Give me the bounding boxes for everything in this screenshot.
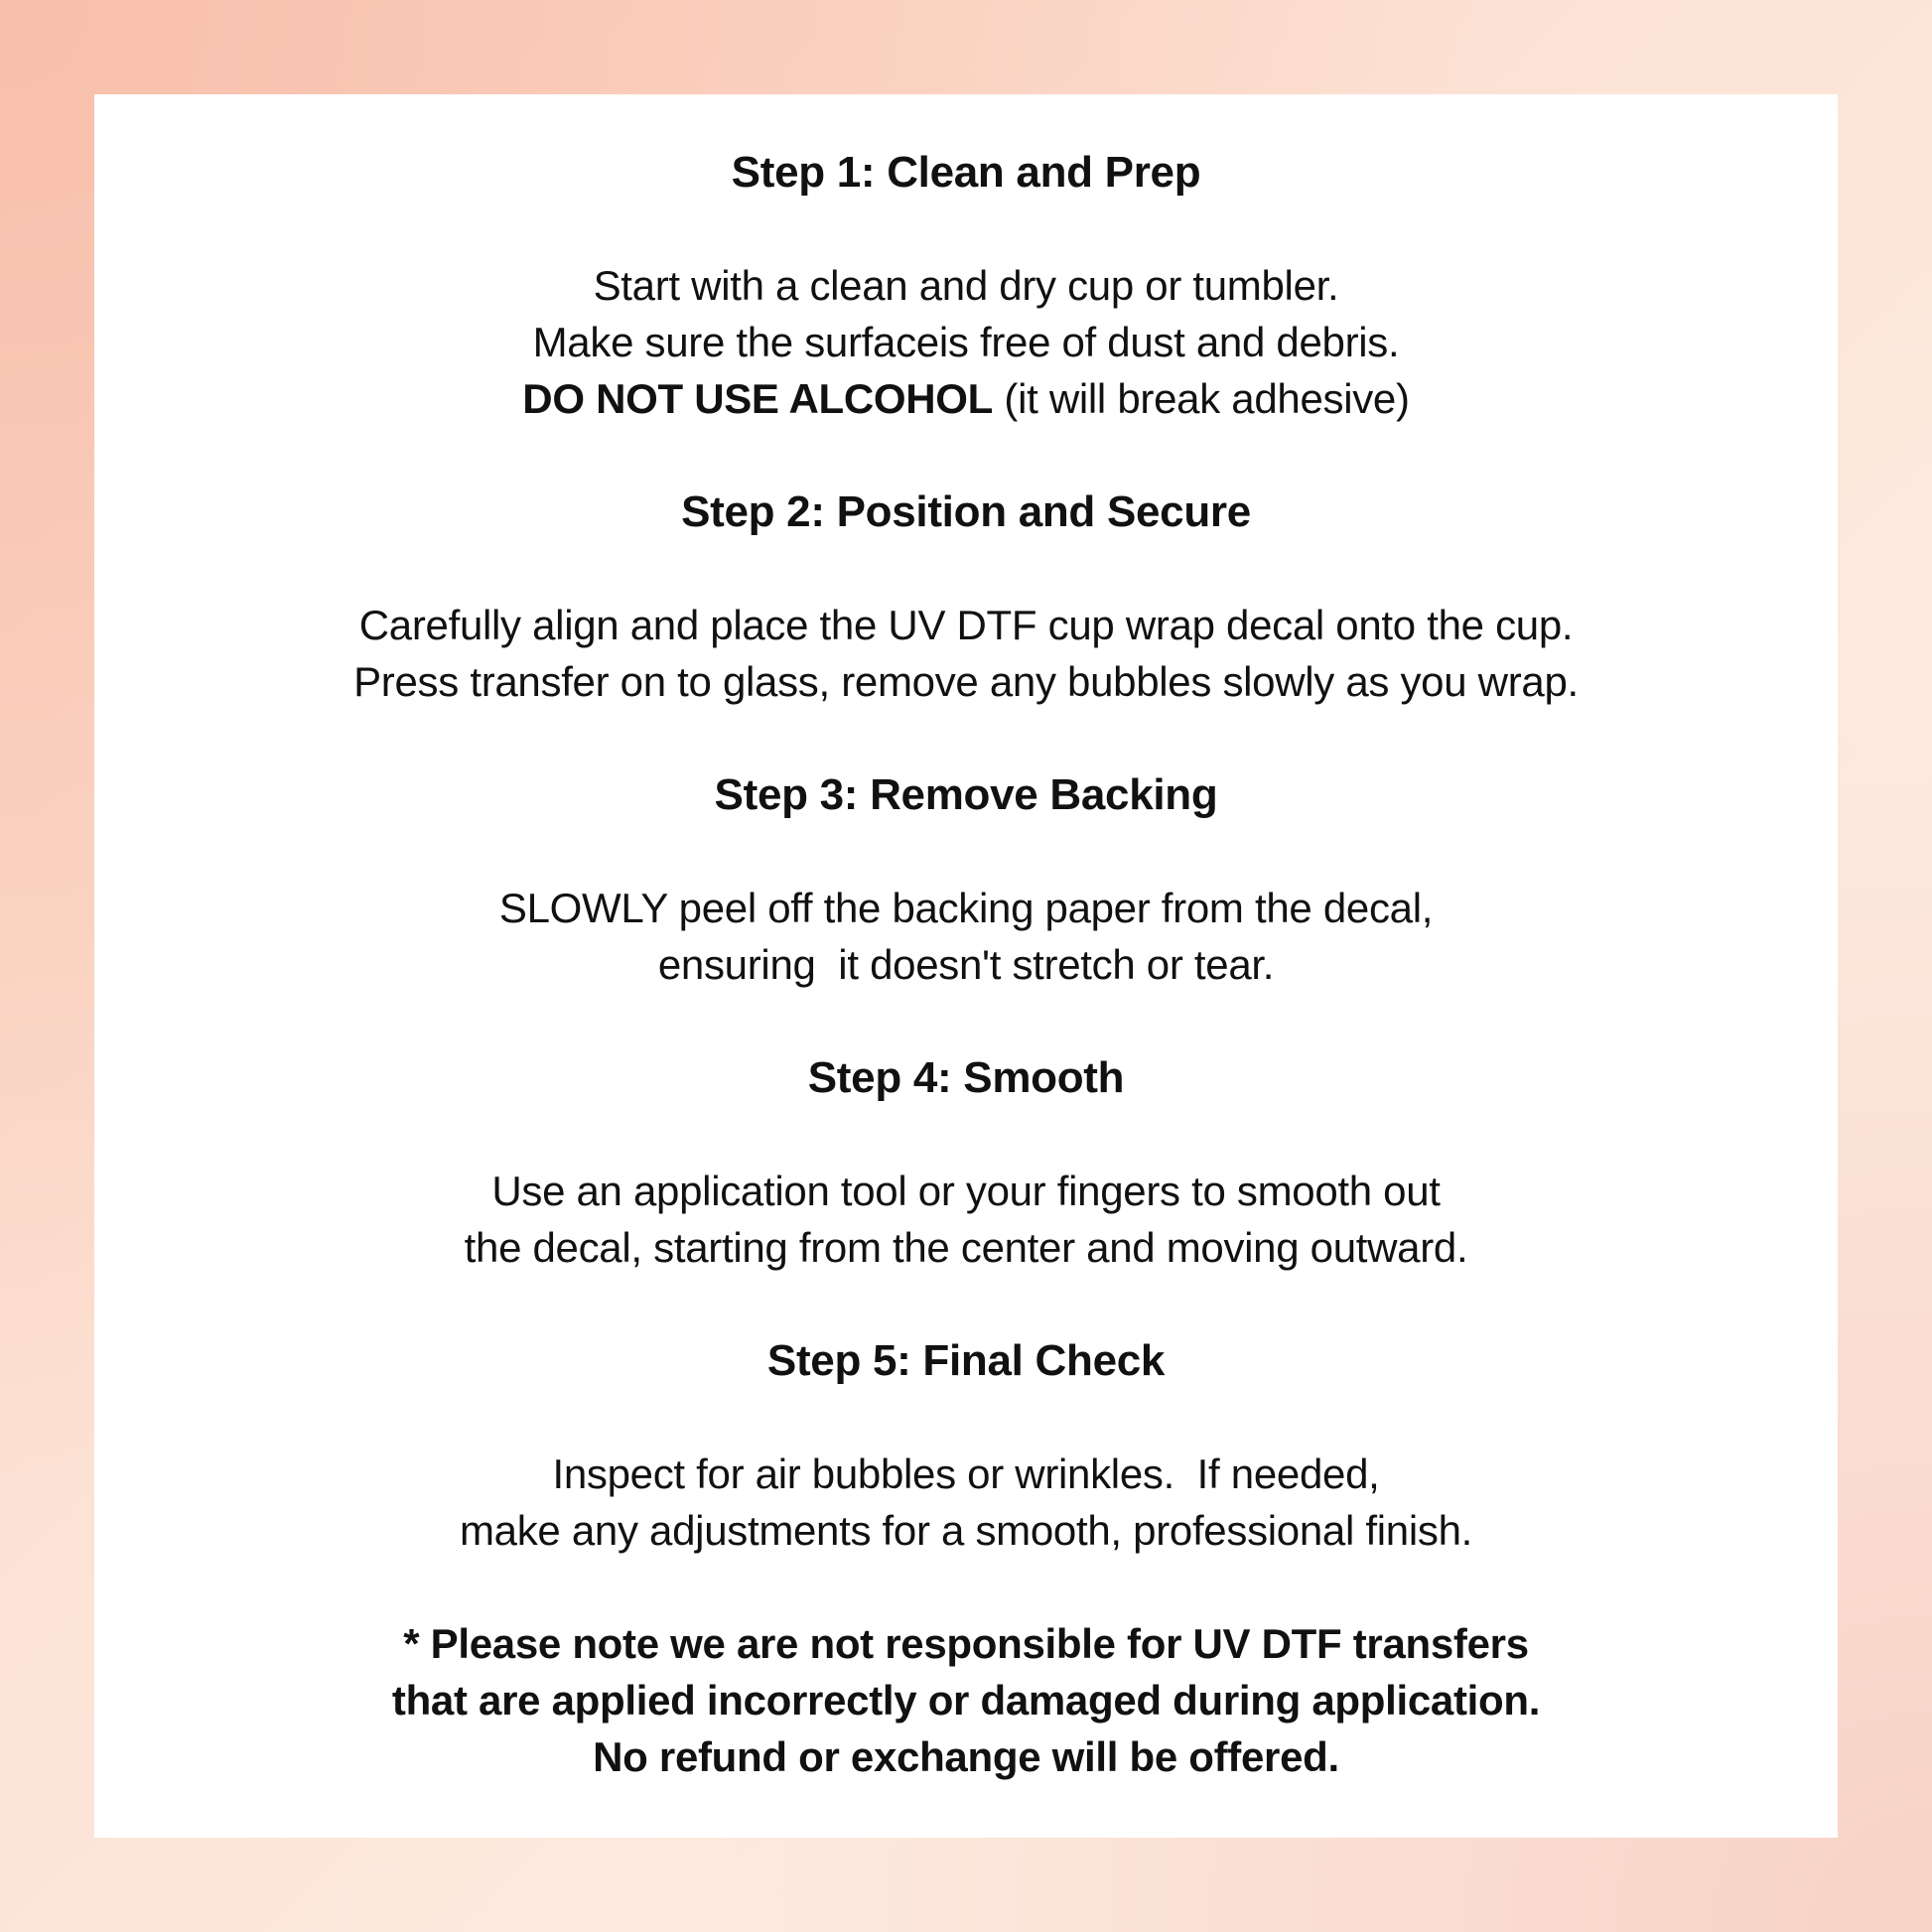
alcohol-warning-rest: (it will break adhesive) (993, 375, 1410, 422)
text-line: Inspect for air bubbles or wrinkles. If needed, (552, 1450, 1380, 1497)
step5-body (134, 1446, 1798, 1559)
step3-body (134, 880, 1798, 993)
disclaimer-line: * Please note we are not responsible for UV DTF transfers (403, 1620, 1529, 1667)
step1-heading: Step 1: Clean and Prep (731, 148, 1201, 197)
step4-heading: Step 4: Smooth (807, 1053, 1125, 1102)
step2-body (134, 597, 1798, 710)
text-line: Make sure the surfaceis free of dust and debris. (532, 319, 1400, 365)
instruction-card (94, 94, 1838, 1838)
text-line: the decal, starting from the center and moving outward. (464, 1224, 1468, 1271)
text-line: Use an application tool or your fingers to smooth out (491, 1168, 1441, 1214)
text-line: Carefully align and place the UV DTF cup wrap decal onto the cup. (358, 602, 1574, 648)
disclaimer-line: that are applied incorrectly or damaged during application. (391, 1677, 1541, 1724)
alcohol-warning-bold: DO NOT USE ALCOHOL (522, 375, 994, 422)
step1-body (134, 257, 1798, 427)
step4-body (134, 1163, 1798, 1276)
text-line: Start with a clean and dry cup or tumbler. (593, 262, 1339, 309)
text-line: ensuring it doesn't stretch or tear. (657, 941, 1275, 988)
step3-heading: Step 3: Remove Backing (714, 770, 1218, 819)
step5-heading: Step 5: Final Check (766, 1336, 1166, 1385)
text-line: make any adjustments for a smooth, professional finish. (459, 1507, 1472, 1554)
disclaimer-note (134, 1615, 1798, 1785)
text-line: SLOWLY peel off the backing paper from the decal, (498, 885, 1434, 931)
text-line: Press transfer on to glass, remove any bubbles slowly as you wrap. (353, 658, 1579, 705)
step2-heading: Step 2: Position and Secure (681, 487, 1251, 536)
text-line-alcohol-warning (134, 370, 1798, 427)
disclaimer-line: No refund or exchange will be offered. (593, 1733, 1339, 1780)
